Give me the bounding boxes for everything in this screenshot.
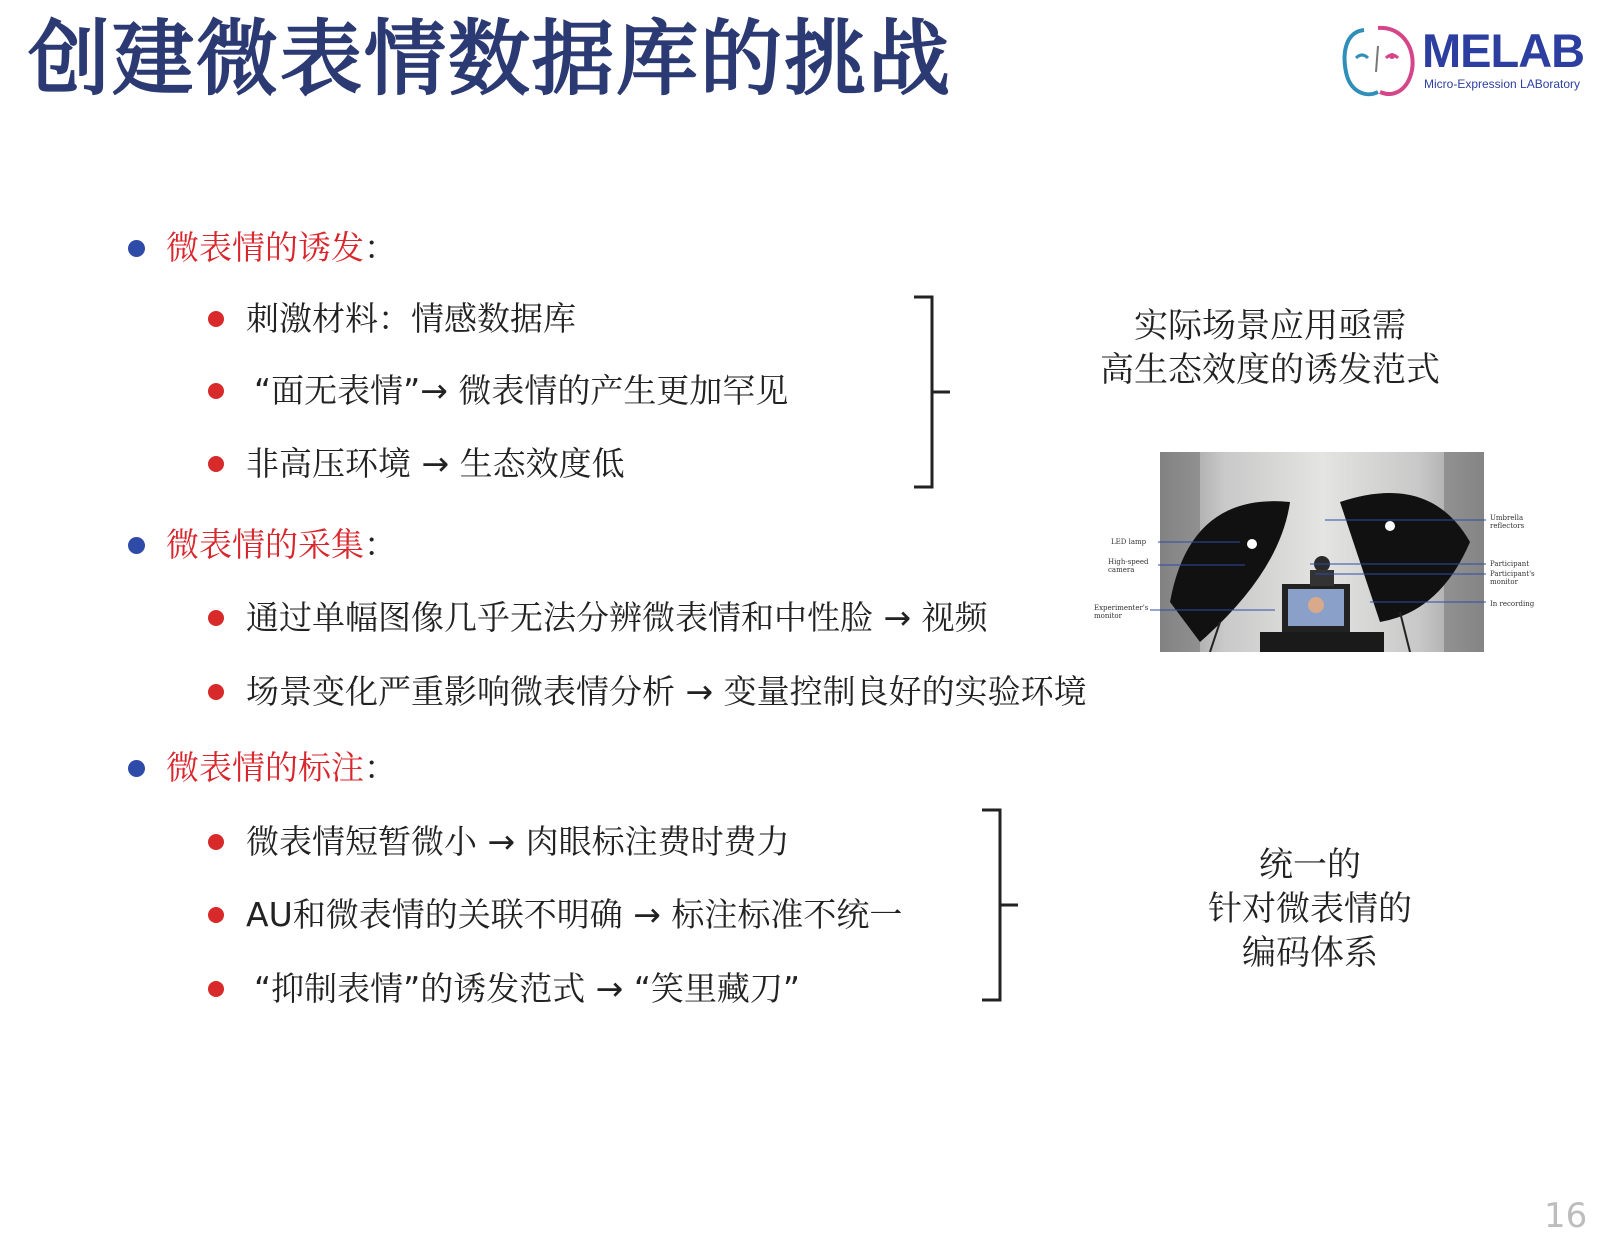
item-bullet (208, 981, 224, 997)
item-bullet (208, 311, 224, 327)
list-item: “面无表情”→ 微表情的产生更加罕见 (254, 371, 789, 410)
logo-subtitle: Micro-Expression LABoratory (1424, 77, 1581, 91)
right-brace-icon (978, 807, 1028, 1007)
list-item: 通过单幅图像几乎无法分辨微表情和中性脸 → 视频 (246, 598, 988, 637)
face-logo-icon (1340, 22, 1420, 102)
logo-name: MELAB (1422, 24, 1585, 77)
right-brace-icon (910, 294, 960, 494)
photo-label: Experimenter's monitor (1094, 604, 1149, 620)
list-item: “抑制表情”的诱发范式 → “笑里藏刀” (254, 969, 801, 1008)
photo-label: Participant's monitor (1490, 570, 1535, 586)
note-line: 实际场景应用亟需 (1134, 306, 1406, 346)
item-bullet (208, 383, 224, 399)
photo-label: LED lamp (1111, 538, 1147, 546)
melab-logo (1340, 22, 1585, 102)
photo-label: In recording (1490, 600, 1535, 608)
photo-callout-lines (1150, 452, 1510, 652)
photo-label: Umbrella reflectors (1490, 514, 1525, 530)
section-bullet (128, 760, 145, 777)
section-bullet (128, 537, 145, 554)
note-line: 高生态效度的诱发范式 (1100, 350, 1440, 390)
note-line: 统一的 (1259, 845, 1361, 885)
list-item: 场景变化严重影响微表情分析 → 变量控制良好的实验环境 (246, 672, 1087, 711)
note-line: 针对微表情的 (1208, 889, 1412, 929)
section-heading-annotation: 微表情的标注： (166, 748, 397, 787)
annotation-note (1180, 843, 1440, 975)
list-item: 非高压环境 → 生态效度低 (246, 444, 625, 483)
list-item: 刺激材料：情感数据库 (246, 299, 576, 338)
photo-label: High-speed camera (1108, 558, 1149, 574)
section-heading-elicitation: 微表情的诱发： (166, 228, 397, 267)
item-bullet (208, 610, 224, 626)
list-item: 微表情短暂微小 → 肉眼标注费时费力 (246, 822, 790, 861)
item-bullet (208, 907, 224, 923)
note-line: 编码体系 (1242, 933, 1378, 973)
item-bullet (208, 834, 224, 850)
section-heading-collection: 微表情的采集： (166, 525, 397, 564)
section-bullet (128, 240, 145, 257)
item-bullet (208, 684, 224, 700)
slide-title: 创建微表情数据库的挑战 (28, 12, 953, 107)
photo-label: Participant (1490, 560, 1530, 568)
item-bullet (208, 456, 224, 472)
page-number: 16 (1544, 1196, 1588, 1236)
elicitation-note (1090, 304, 1450, 392)
list-item: AU和微表情的关联不明确 → 标注标准不统一 (246, 895, 903, 934)
